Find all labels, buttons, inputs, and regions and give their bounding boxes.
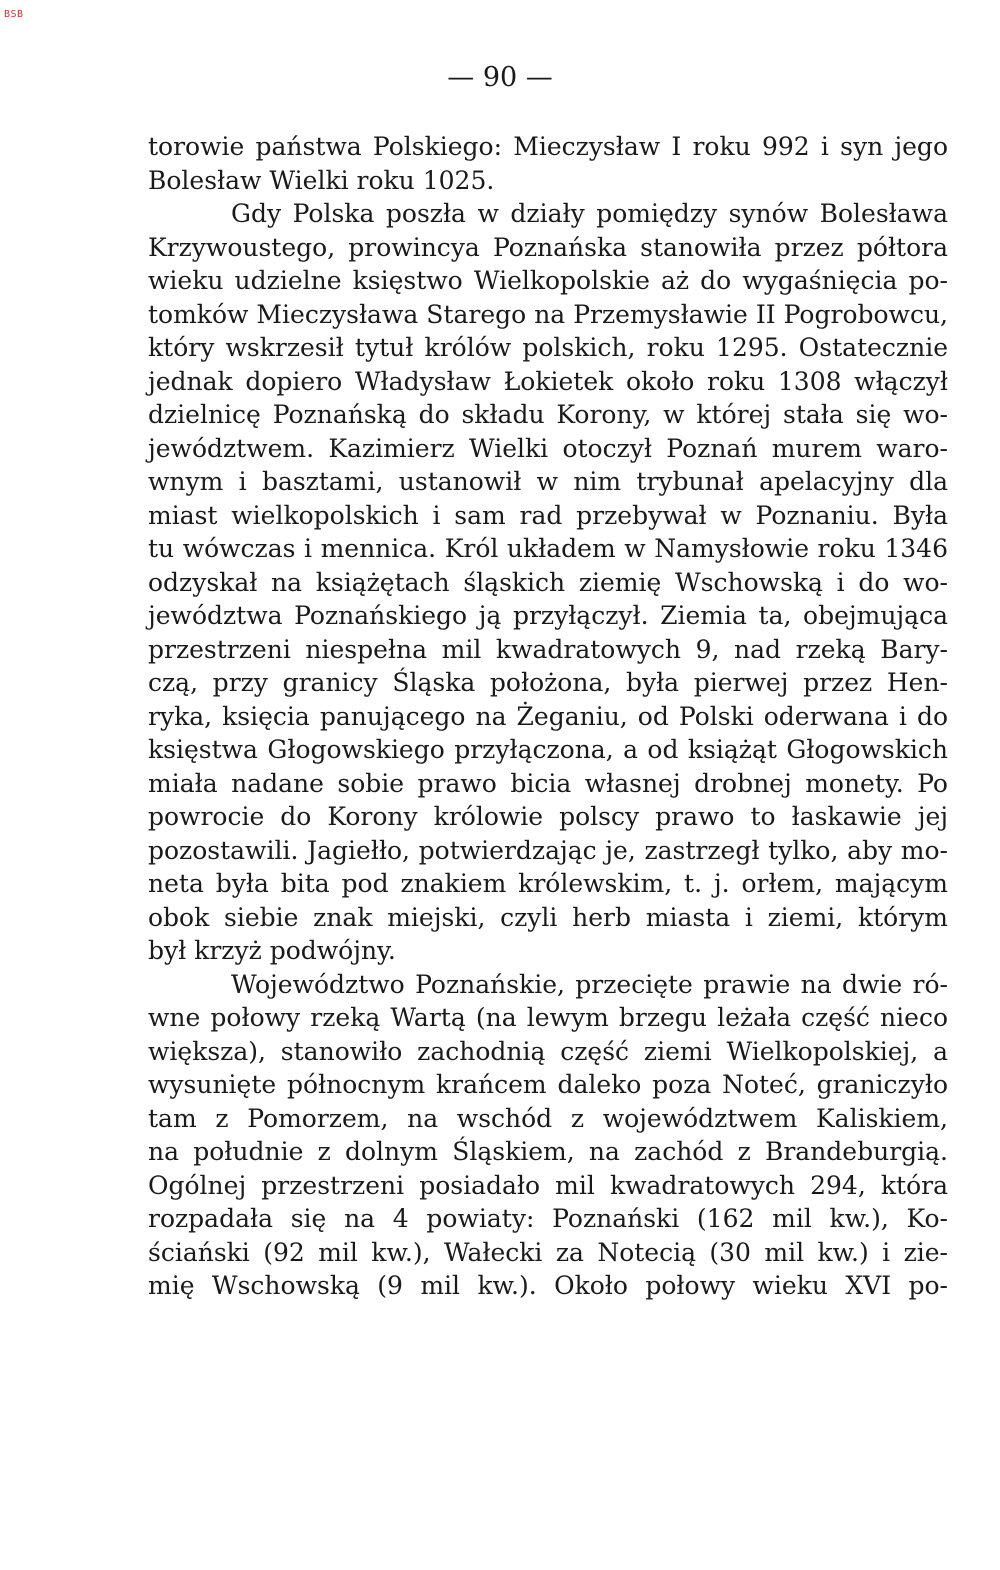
page-number: — 90 —: [447, 62, 553, 93]
text-line: wieku udzielne księstwo Wielkopolskie aż do wygaśnięcia po-: [148, 266, 948, 295]
text-line: wnym i basztami, ustanowił w nim trybunał apelacyjny dla: [148, 467, 948, 496]
text-line: tomków Mieczysława Starego na Przemysławie II Pogrobowcu,: [148, 299, 948, 329]
text-line: Gdy Polska poszła w działy pomiędzy synów Bolesława: [231, 199, 948, 228]
text-line: tu wówczas i mennica. Król układem w Namysłowie roku 1346: [148, 534, 948, 563]
text-line: ryka, księcia panującego na Żeganiu, od Polski oderwana i do: [148, 701, 948, 731]
text-line: obok siebie znak miejski, czyli herb miasta i ziemi, którym: [148, 902, 948, 932]
text-line: księstwa Głogowskiego przyłączona, a od książąt Głogowskich: [148, 735, 948, 764]
text-line: Ogólnej przestrzeni posiadało mil kwadratowych 294, która: [148, 1170, 948, 1200]
text-line: miała nadane sobie prawo bicia własnej drobnej monety. Po: [148, 768, 948, 798]
text-line: neta była bita pod znakiem królewskim, t. j. orłem, mającym: [148, 869, 948, 898]
text-line: wysunięte północnym krańcem daleko poza Noteć, graniczyło: [148, 1070, 948, 1099]
text-line: jewództwa Poznańskiego ją przyłączył. Ziemia ta, obejmująca: [148, 601, 948, 630]
text-line: ściański (92 mil kw.), Wałecki za Notecią (30 mil kw.) i zie-: [148, 1237, 948, 1267]
text-line: dzielnicę Poznańską do składu Korony, w której stała się wo-: [148, 400, 948, 429]
text-line: jewództwem. Kazimierz Wielki otoczył Poznań murem waro-: [148, 433, 948, 463]
text-line: był krzyż podwójny.: [148, 936, 396, 965]
text-line: pozostawili. Jagiełło, potwierdzając je, zastrzegł tylko, aby mo-: [148, 835, 948, 865]
text-line: torowie państwa Polskiego: Mieczysław I roku 992 i syn jego: [148, 132, 948, 161]
text-line: jednak dopiero Władysław Łokietek około roku 1308 włączył: [148, 366, 948, 396]
text-line: Krzywoustego, prowincya Poznańska stanowiła przez półtora: [148, 232, 948, 262]
text-line: Województwo Poznańskie, przecięte prawie na dwie ró-: [231, 969, 948, 999]
text-line: na południe z dolnym Śląskiem, na zachód z Brandeburgią.: [148, 1137, 948, 1166]
text-line: który wskrzesił tytuł królów polskich, roku 1295. Ostatecznie: [148, 333, 948, 362]
body-text: [148, 130, 948, 1303]
text-line: przestrzeni niespełna mil kwadratowych 9, nad rzeką Bary-: [148, 634, 948, 664]
text-line: czą, przy granicy Śląska położona, była pierwej przez Hen-: [148, 668, 948, 697]
text-line: miast wielkopolskich i sam rad przebywał w Poznaniu. Była: [148, 500, 948, 530]
text-line: tam z Pomorzem, na wschód z województwem Kaliskiem,: [148, 1103, 948, 1133]
text-line: wne połowy rzeką Wartą (na lewym brzegu leżała część nieco: [148, 1003, 948, 1032]
text-line: rozpadała się na 4 powiaty: Poznański (162 mil kw.), Ko-: [148, 1204, 948, 1233]
text-line: większa), stanowiło zachodnią część ziemi Wielkopolskiej, a: [148, 1036, 948, 1066]
text-line: mię Wschowską (9 mil kw.). Około połowy wieku XVI po-: [148, 1271, 948, 1300]
text-line: odzyskał na książętach śląskich ziemię Wschowską i do wo-: [148, 567, 948, 597]
text-line: Bolesław Wielki roku 1025.: [148, 165, 495, 195]
text-line: powrocie do Korony królowie polscy prawo to łaskawie jej: [148, 802, 948, 831]
library-stamp: BSB: [4, 9, 24, 20]
